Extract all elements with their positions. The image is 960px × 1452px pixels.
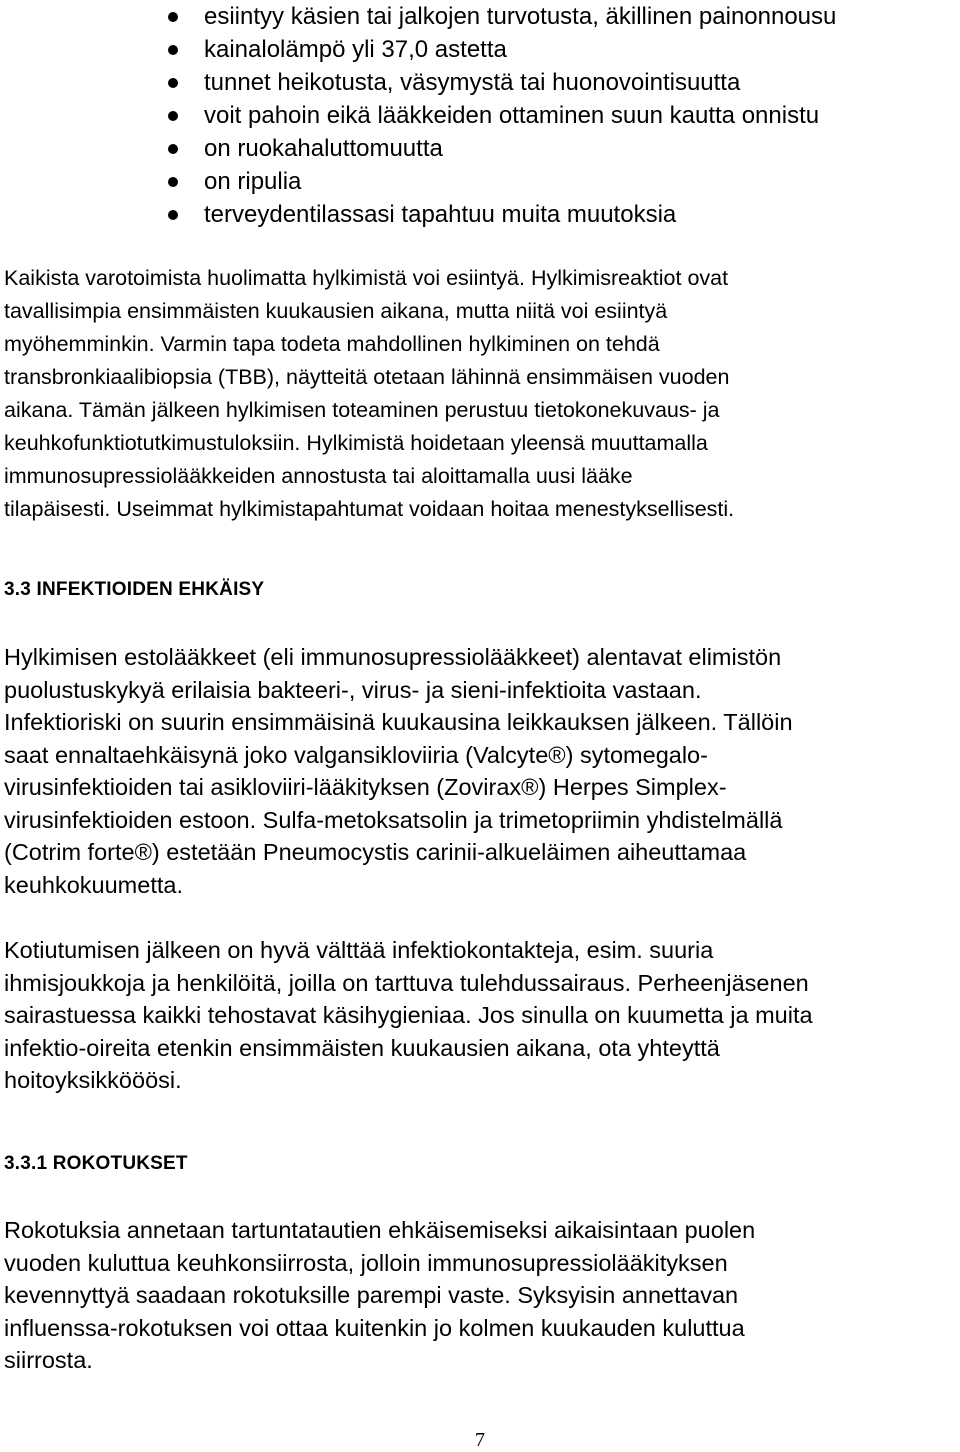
rejection-paragraph: Kaikista varotoimista huolimatta hylkimistä voi esiintyä. Hylkimisreaktiot ovat tavallisimpia ensimmäisten kuukausien aikana, mutta niitä voi esiintyä myöhemminkin. Varmin tapa todeta mahdollinen hylkiminen on tehdä transbronkiaalibiopsia (TBB), näytteitä otetaan lähinnä ensimmäisen vuoden aikana. Tämän jälkeen hylkimisen toteaminen perustuu tietokonekuvaus- ja keuhkofunktiotutkimustuloksiin. Hylkimistä hoidetaan yleensä muuttamalla immunosupressiolääkkeiden annostusta tai aloittamalla uusi lääke tilapäisesti. Useimmat hylkimistapahtumat voidaan hoitaa menestyksellisesti. xyxy=(4,266,735,521)
bullet-item: voit pahoin eikä lääkkeiden ottaminen suun kautta onnistu xyxy=(168,99,836,132)
vaccinations-paragraph: Rokotuksia annetaan tartuntatautien ehkäisemiseksi aikaisintaan puolen vuoden kuluttua keuhkonsiirrosta, jolloin immunosupressiolääkityksen kevennyttyä saadaan rokotuksille parempi vaste. Syksyisin annettavan influenssa-rokotuksen voi ottaa kuitenkin jo kolmen kuukauden kuluttua siirrosta. xyxy=(4,1217,756,1373)
section-heading-infection-prevention: 3.3 INFEKTIOIDEN EHKÄISY xyxy=(4,579,265,600)
bullet-item: on ripulia xyxy=(168,165,836,198)
infection-prevention-paragraph: Hylkimisen estolääkkeet (eli immunosupressiolääkkeet) alentavat elimistön puolustuskykyä erilaisia bakteeri-, virus- ja sieni-infektioita vastaan. Infektioriski on suurin ensimmäisinä kuukausina leikkauksen jälkeen. Tällöin saat ennaltaehkäisynä joko valgansikloviiria (Valcyte®) sytomegalo- virusinfektioiden tai asikloviiri-lääkityksen (Zovirax®) Herpes Simplex- virusinfektioiden estoon. Sulfa-metoksatsolin ja trimetopriimin yhdistelmällä (Cotrim forte®) estetään Pneumocystis carinii-alkueläimen aiheuttamaa keuhkokuumetta. xyxy=(4,644,793,898)
bullet-item: on ruokahaluttomuutta xyxy=(168,132,836,165)
page-number: 7 xyxy=(475,1429,485,1451)
after-discharge-paragraph: Kotiutumisen jälkeen on hyvä välttää infektiokontakteja, esim. suuria ihmisjoukkoja ja henkilöitä, joilla on tarttuva tulehdussairaus. Perheenjäsenen sairastuessa kaikki tehostavat käsihygieniaa. Jos sinulla on kuumetta ja muita infektio-oireita etenkin ensimmäisten kuukausien aikana, ota yhteyttä hoitoyksikkööösi. xyxy=(4,937,813,1093)
symptom-bullet-list xyxy=(168,0,836,231)
bullet-item: esiintyy käsien tai jalkojen turvotusta, äkillinen painonnousu xyxy=(168,0,836,33)
bullet-item: tunnet heikotusta, väsymystä tai huonovointisuutta xyxy=(168,66,836,99)
section-heading-vaccinations: 3.3.1 ROKOTUKSET xyxy=(4,1153,188,1174)
bullet-item: terveydentilassasi tapahtuu muita muutoksia xyxy=(168,198,836,231)
bullet-item: kainalolämpö yli 37,0 astetta xyxy=(168,33,836,66)
